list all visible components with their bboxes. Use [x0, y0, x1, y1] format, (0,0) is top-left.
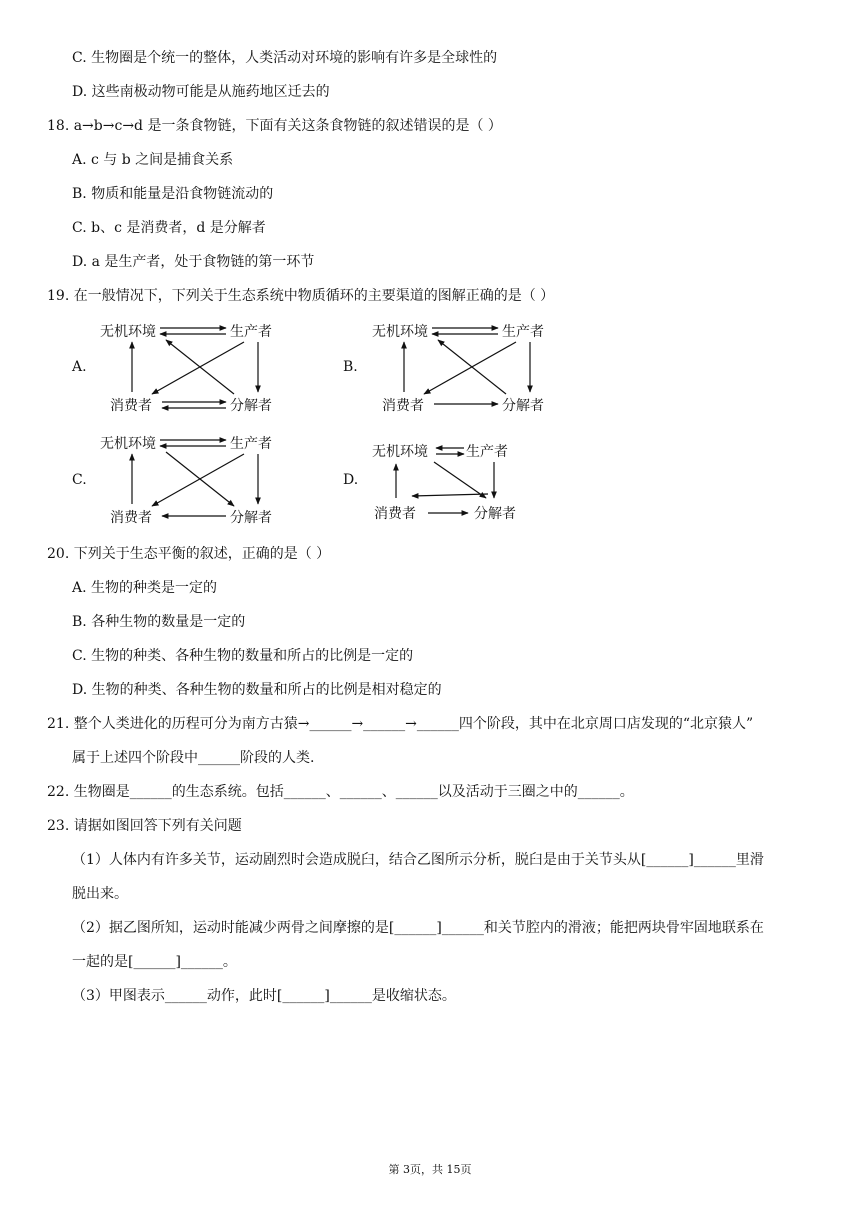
- q20-option-c: C. 生物的种类、各种生物的数量和所占的比例是一定的: [72, 648, 414, 664]
- q20-option-d: D. 生物的种类、各种生物的数量和所占的比例是相对稳定的: [72, 682, 442, 698]
- q23-part3-line-1: （3）甲图表示______动作，此时[______]______是收缩状态。: [72, 988, 456, 1004]
- node-env: 无机环境: [372, 444, 428, 460]
- node-producer: 生产者: [502, 324, 544, 340]
- node-env: 无机环境: [100, 324, 156, 340]
- q18-option-c: C. b、c 是消费者，d 是分解者: [72, 220, 266, 236]
- q21-line-1: 21. 整个人类进化的历程可分为南方古猿→______→______→______四个阶段，其中在北京周口店发现的“北京猿人”: [47, 716, 754, 732]
- q19-label-b: B.: [343, 359, 358, 375]
- q19-diagram-c: [96, 430, 296, 530]
- node-consumer: 消费者: [374, 506, 416, 522]
- q17-option-c: C. 生物圈是个统一的整体，人类活动对环境的影响有许多是全球性的: [72, 50, 498, 66]
- q19-label-a: A.: [72, 359, 87, 375]
- node-env: 无机环境: [372, 324, 428, 340]
- q19-label-c: C.: [72, 472, 87, 488]
- q23-part1-line-1: （1）人体内有许多关节，运动剧烈时会造成脱臼，结合乙图所示分析，脱臼是由于关节头从[______]______里滑: [72, 852, 764, 868]
- q18-stem: 18. a→b→c→d 是一条食物链，下面有关这条食物链的叙述错误的是（ ）: [47, 118, 502, 134]
- q20-option-b: B. 各种生物的数量是一定的: [72, 614, 246, 630]
- q21-line-2: 属于上述四个阶段中______阶段的人类.: [72, 750, 315, 766]
- q20-stem: 20. 下列关于生态平衡的叙述，正确的是（ ）: [47, 546, 331, 562]
- q19-diagram-a: [96, 318, 296, 418]
- q23-stem: 23. 请据如图回答下列有关问题: [47, 818, 242, 834]
- q23-part2-line-2: 一起的是[______]______。: [72, 954, 237, 970]
- q19-label-d: D.: [343, 472, 359, 488]
- q18-option-b: B. 物质和能量是沿食物链流动的: [72, 186, 274, 202]
- q23-part1-line-2: 脱出来。: [72, 886, 128, 902]
- node-producer: 生产者: [230, 436, 272, 452]
- node-consumer: 消费者: [110, 398, 152, 414]
- node-decomposer: 分解者: [474, 506, 516, 522]
- q18-option-a: A. c 与 b 之间是捕食关系: [72, 152, 234, 168]
- q22-line-1: 22. 生物圈是______的生态系统。包括______、______、______以及活动于三圈之中的______。: [47, 784, 634, 800]
- node-decomposer: 分解者: [230, 510, 272, 526]
- q18-option-d: D. a 是生产者，处于食物链的第一环节: [72, 254, 315, 270]
- q19-diagram-b: [368, 318, 568, 418]
- q19-stem: 19. 在一般情况下，下列关于生态系统中物质循环的主要渠道的图解正确的是（ ）: [47, 288, 555, 304]
- q23-part2-line-1: （2）据乙图所知，运动时能减少两骨之间摩擦的是[______]______和关节腔内的滑液；能把两块骨牢固地联系在: [72, 920, 764, 936]
- q20-option-a: A. 生物的种类是一定的: [72, 580, 218, 596]
- page-number: 第 3页，共 15页: [388, 1163, 472, 1176]
- q19-diagram-d: [368, 436, 568, 528]
- node-decomposer: 分解者: [230, 398, 272, 414]
- node-consumer: 消费者: [382, 398, 424, 414]
- node-decomposer: 分解者: [502, 398, 544, 414]
- q17-option-d: D. 这些南极动物可能是从施药地区迁去的: [72, 84, 330, 100]
- node-producer: 生产者: [466, 444, 508, 460]
- node-env: 无机环境: [100, 436, 156, 452]
- node-producer: 生产者: [230, 324, 272, 340]
- node-consumer: 消费者: [110, 510, 152, 526]
